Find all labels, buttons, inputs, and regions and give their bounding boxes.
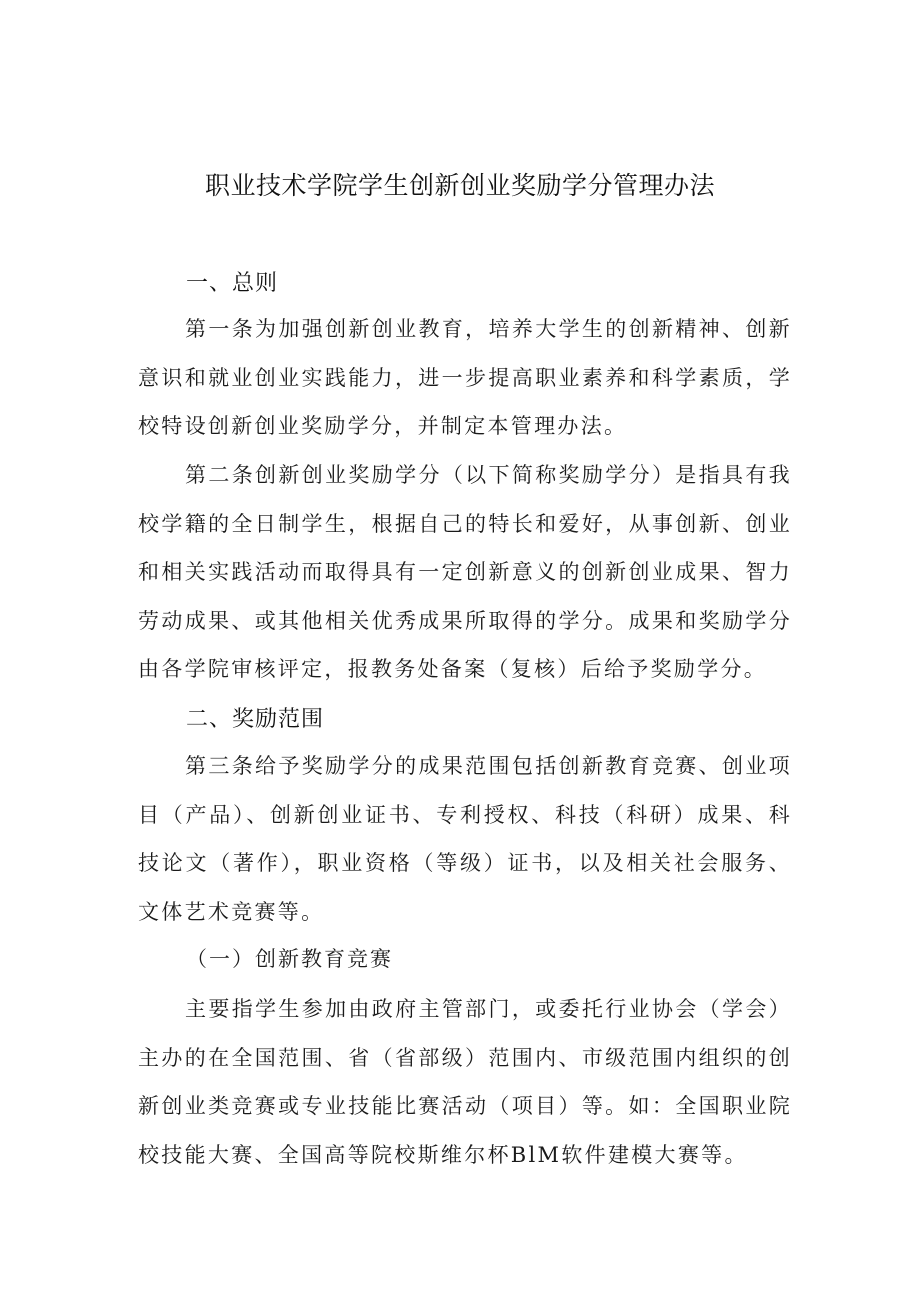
article-3-paragraph: 第三条给予奖励学分的成果范围包括创新教育竞赛、创业项目（产品）、创新创业证书、专利授权、科技（科研）成果、科技论文（著作），职业资格（等级）证书，以及相关社会服务、文体艺术竞赛等。 <box>138 754 792 924</box>
section-heading-scope: 二、奖励范围 <box>186 707 325 732</box>
subsection-heading-competitions: （一）创新教育竞赛 <box>186 947 393 971</box>
article-1-paragraph: 第一条为加强创新创业教育，培养大学生的创新精神、创新意识和就业创业实践能力，进一步提高职业素养和科学素质，学校特设创新创业奖励学分，并制定本管理办法。 <box>138 317 792 438</box>
article-2-paragraph: 第二条创新创业奖励学分（以下简称奖励学分）是指具有我校学籍的全日制学生，根据自己的特长和爱好，从事创新、创业和相关实践活动而取得具有一定创新意义的创新创业成果、智力劳动成果、或其他相关优秀成果所取得的学分。成果和奖励学分由各学院审核评定，报教务处备案（复核）后给予奖励学分。 <box>138 463 792 681</box>
competitions-paragraph: 主要指学生参加由政府主管部门，或委托行业协会（学会）主办的在全国范围、省（省部级）范围内、市级范围内组织的创新创业类竞赛或专业技能比赛活动（项目）等。如：全国职业院校技能大赛、全国高等院校斯维尔杯BlM软件建模大赛等。 <box>138 997 792 1167</box>
section-heading-general: 一、总则 <box>186 271 279 296</box>
document-title: 职业技术学院学生创新创业奖励学分管理办法 <box>204 171 715 200</box>
